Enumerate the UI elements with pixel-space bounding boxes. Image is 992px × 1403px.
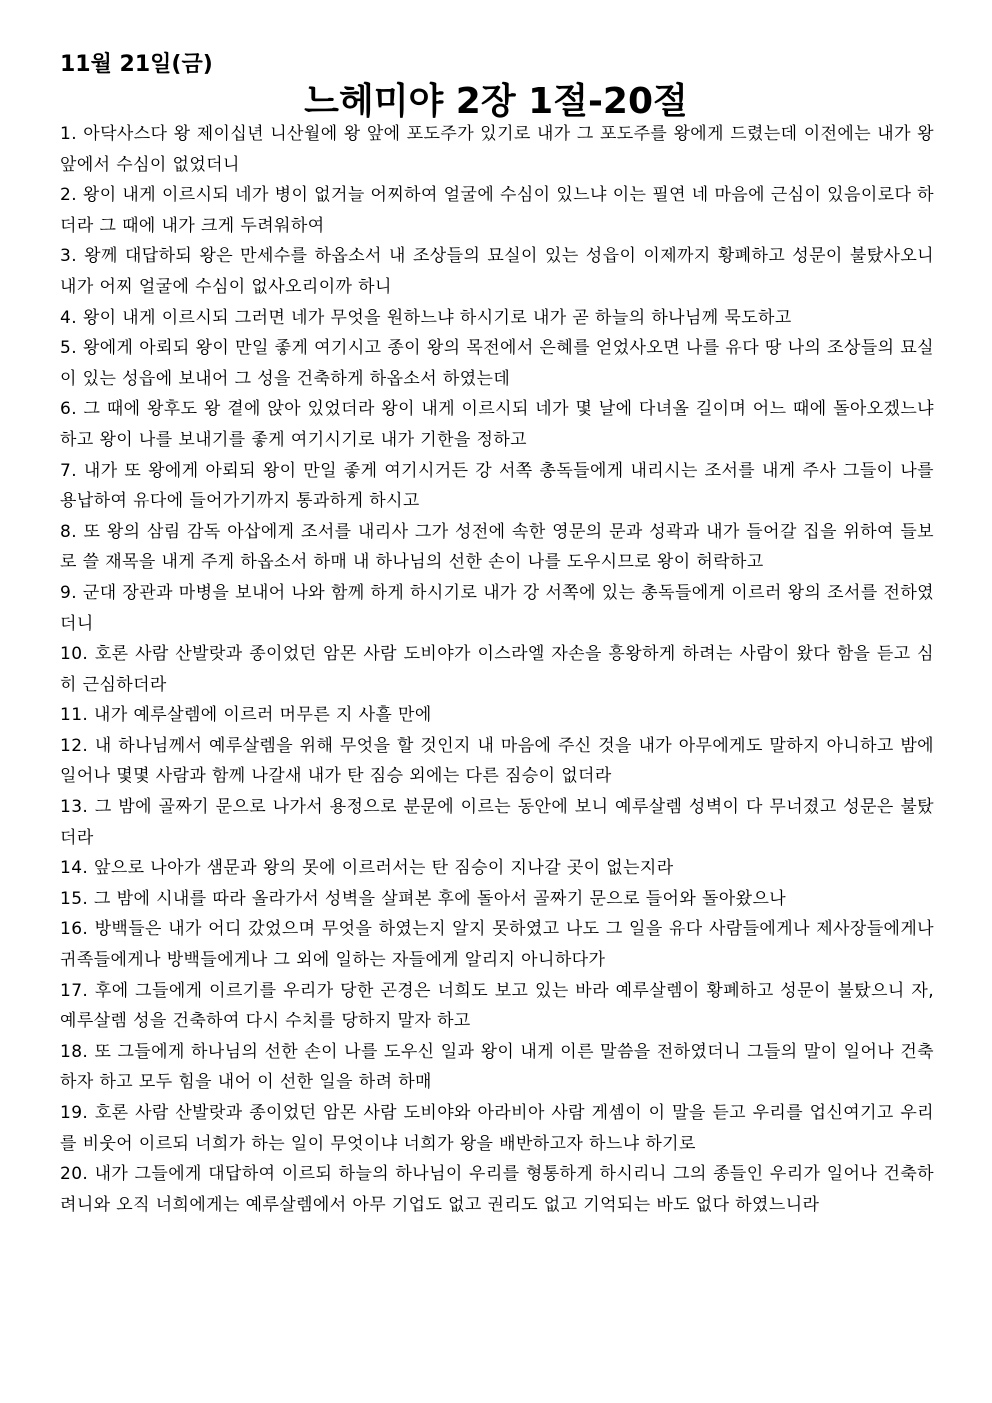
verse-15: 15. 그 밤에 시내를 따라 올라가서 성벽을 살펴본 후에 돌아서 골짜기 문으로 들어와 돌아왔으나 <box>60 888 787 909</box>
verse-19: 19. 호론 사람 산발랏과 종이었던 암몬 사람 도비야와 아라비아 사람 게셈이 이 말을 듣고 우리를 업신여기고 우리를 비웃어 이르되 너희가 하는 일이 무엇이냐 너희가 왕을 배반하고자 하느냐 하기로 <box>60 1103 934 1154</box>
verse-2: 2. 왕이 내게 이르시되 네가 병이 없거늘 어찌하여 얼굴에 수심이 있느냐 이는 필연 네 마음에 근심이 있음이로다 하더라 그 때에 내가 크게 두려워하여 <box>60 185 934 236</box>
verse-11: 11. 내가 예루살렘에 이르러 머무른 지 사흘 만에 <box>60 705 432 726</box>
verse-1: 1. 아닥사스다 왕 제이십년 니산월에 왕 앞에 포도주가 있기로 내가 그 포도주를 왕에게 드렸는데 이전에는 내가 왕 앞에서 수심이 없었더니 <box>60 124 934 175</box>
verse-list <box>60 119 934 1220</box>
verse-10: 10. 호론 사람 산발랏과 종이었던 암몬 사람 도비야가 이스라엘 자손을 흥왕하게 하려는 사람이 왔다 함을 듣고 심히 근심하더라 <box>60 644 934 695</box>
verse-16: 16. 방백들은 내가 어디 갔었으며 무엇을 하였는지 알지 못하였고 나도 그 일을 유다 사람들에게나 제사장들에게나 귀족들에게나 방백들에게나 그 외에 일하는 자들에게 알리지 아니하다가 <box>60 919 934 971</box>
verse-4: 4. 왕이 내게 이르시되 그러면 네가 무엇을 원하느냐 하시기로 내가 곧 하늘의 하나님께 묵도하고 <box>60 307 792 328</box>
verse-14: 14. 앞으로 나아가 샘문과 왕의 못에 이르러서는 탄 짐승이 지나갈 곳이 없는지라 <box>60 858 674 879</box>
page-title: 느헤미야 2장 1절-20절 <box>304 81 688 122</box>
verse-13: 13. 그 밤에 골짜기 문으로 나가서 용정으로 분문에 이르는 동안에 보니 예루살렘 성벽이 다 무너졌고 성문은 불탔더라 <box>60 797 934 848</box>
verse-9: 9. 군대 장관과 마병을 보내어 나와 함께 하게 하시기로 내가 강 서쪽에 있는 총독들에게 이르러 왕의 조서를 전하였더니 <box>60 582 934 634</box>
date-label: 11월 21일(금) <box>60 52 213 77</box>
verse-8: 8. 또 왕의 삼림 감독 아삽에게 조서를 내리사 그가 성전에 속한 영문의 문과 성곽과 내가 들어갈 집을 위하여 들보로 쓸 재목을 내게 주게 하옵소서 하매 내 하나님의 선한 손이 나를 도우시므로 왕이 허락하고 <box>60 521 934 573</box>
verse-12: 12. 내 하나님께서 예루살렘을 위해 무엇을 할 것인지 내 마음에 주신 것을 내가 아무에게도 말하지 아니하고 밤에 일어나 몇몇 사람과 함께 나갈새 내가 탄 짐승 외에는 다른 짐승이 없더라 <box>60 735 934 787</box>
verse-3: 3. 왕께 대답하되 왕은 만세수를 하옵소서 내 조상들의 묘실이 있는 성읍이 이제까지 황폐하고 성문이 불탔사오니 내가 어찌 얼굴에 수심이 없사오리이까 하니 <box>60 246 934 297</box>
verse-7: 7. 내가 또 왕에게 아뢰되 왕이 만일 좋게 여기시거든 강 서쪽 총독들에게 내리시는 조서를 내게 주사 그들이 나를 용납하여 유다에 들어가기까지 통과하게 하시고 <box>60 460 934 512</box>
verse-20: 20. 내가 그들에게 대답하여 이르되 하늘의 하나님이 우리를 형통하게 하시리니 그의 종들인 우리가 일어나 건축하려니와 오직 너희에게는 예루살렘에서 아무 기업도 없고 권리도 없고 기억되는 바도 없다 하였느니라 <box>60 1164 934 1215</box>
verse-17: 17. 후에 그들에게 이르기를 우리가 당한 곤경은 너희도 보고 있는 바라 예루살렘이 황폐하고 성문이 불탔으니 자, 예루살렘 성을 건축하여 다시 수치를 당하지 말자 하고 <box>60 980 934 1032</box>
verse-6: 6. 그 때에 왕후도 왕 곁에 앉아 있었더라 왕이 내게 이르시되 네가 몇 날에 다녀올 길이며 어느 때에 돌아오겠느냐 하고 왕이 나를 보내기를 좋게 여기시기로 내가 기한을 정하고 <box>60 399 934 450</box>
verse-18: 18. 또 그들에게 하나님의 선한 손이 나를 도우신 일과 왕이 내게 이른 말씀을 전하였더니 그들의 말이 일어나 건축하자 하고 모두 힘을 내어 이 선한 일을 하려 하매 <box>60 1041 934 1093</box>
verse-5: 5. 왕에게 아뢰되 왕이 만일 좋게 여기시고 종이 왕의 목전에서 은혜를 얻었사오면 나를 유다 땅 나의 조상들의 묘실이 있는 성읍에 보내어 그 성을 건축하게 하옵소서 하였는데 <box>60 338 934 389</box>
